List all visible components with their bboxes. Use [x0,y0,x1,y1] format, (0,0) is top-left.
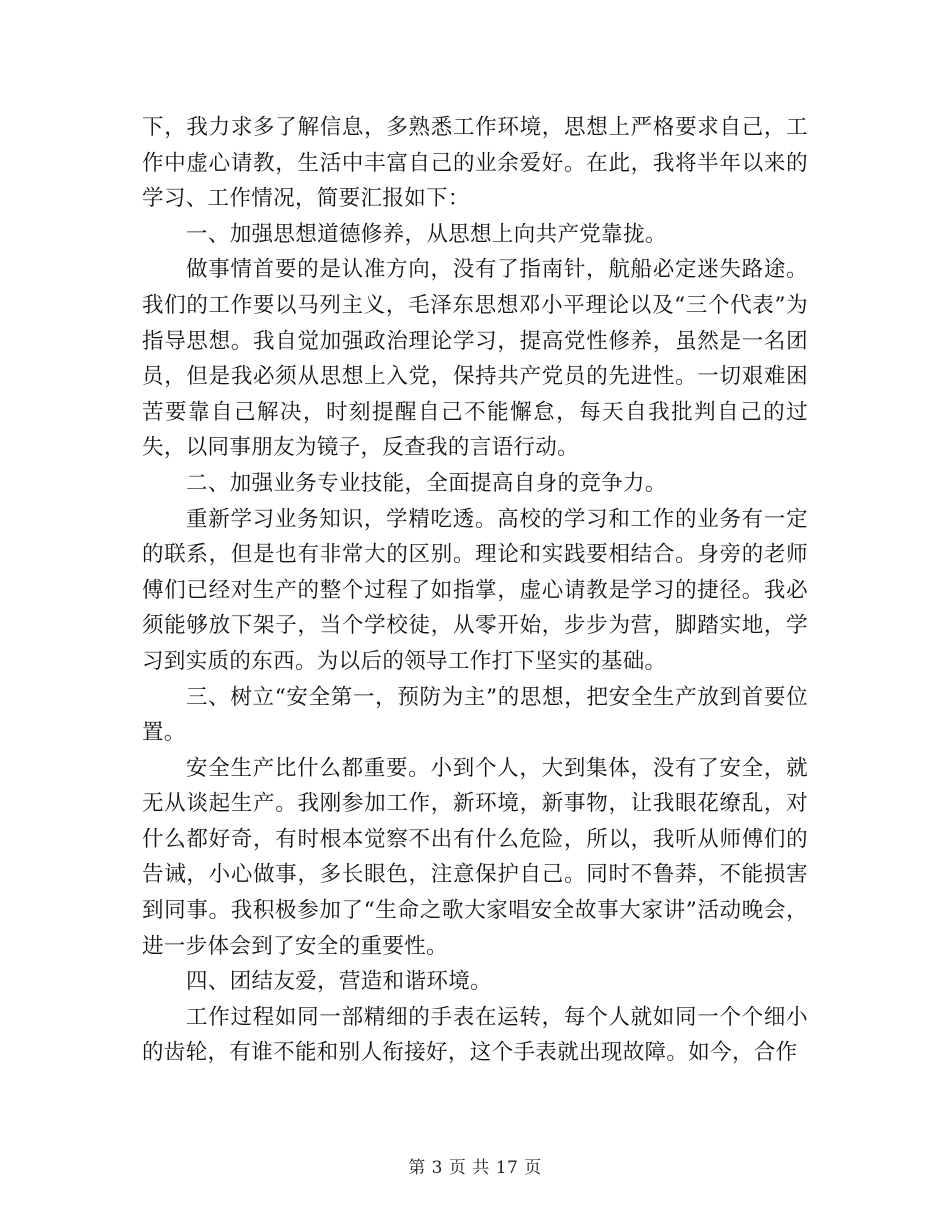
section-heading-2: 二、加强业务专业技能，全面提高自身的竞争力。 [186,470,667,496]
paragraph-continuation: 下，我力求多了解信息，多熟悉工作环境，思想上严格要求自己，工作中虚心请教，生活中丰富自己的业余爱好。在此，我将半年以来的学习、工作情况，简要汇报如下： [142,115,808,212]
paragraph-3: 安全生产比什么都重要。小到个人，大到集体，没有了安全，就无从谈起生产。我刚参加工作，新环境，新事物，让我眼花缭乱，对什么都好奇，有时根本觉察不出有什么危险，所以，我听从师傅们的告诫，小心做事，多长眼色，注意保护自己。同时不鲁莽，不能损害到同事。我积极参加了“生命之歌大家唱安全故事大家讲”活动晚会，进一步体会到了安全的重要性。 [142,755,808,959]
paragraph-2: 重新学习业务知识，学精吃透。高校的学习和工作的业务有一定的联系，但是也有非常大的区别。理论和实践要相结合。身旁的老师傅们已经对生产的整个过程了如指掌，虚心请教是学习的捷径。我必须能够放下架子，当个学校徒，从零开始，步步为营，脚踏实地，学习到实质的东西。为以后的领导工作打下坚实的基础。 [142,506,808,674]
document-body [142,110,808,1071]
paragraph-1: 做事情首要的是认准方向，没有了指南针，航船必定迷失路途。我们的工作要以马列主义，毛泽东思想邓小平理论以及“三个代表”为指导思想。我自觉加强政治理论学习，提高党性修养，虽然是一名团员，但是我必须从思想上入党，保持共产党员的先进性。一切艰难困苦要靠自己解决，时刻提醒自己不能懈怠，每天自我批判自己的过失，以同事朋友为镜子，反查我的言语行动。 [142,257,808,461]
section-heading-1: 一、加强思想道德修养，从思想上向共产党靠拢。 [186,221,667,247]
page-footer: 第 3 页 共 17 页 [408,1158,542,1178]
section-heading-3: 三、树立“安全第一，预防为主”的思想，把安全生产放到首要位置。 [142,684,808,746]
paragraph-4: 工作过程如同一部精细的手表在运转，每个人就如同一个个细小的齿轮，有谁不能和别人衔接好，这个手表就出现故障。如今，合作 [142,1004,808,1066]
section-heading-4: 四、团结友爱，营造和谐环境。 [186,969,492,995]
